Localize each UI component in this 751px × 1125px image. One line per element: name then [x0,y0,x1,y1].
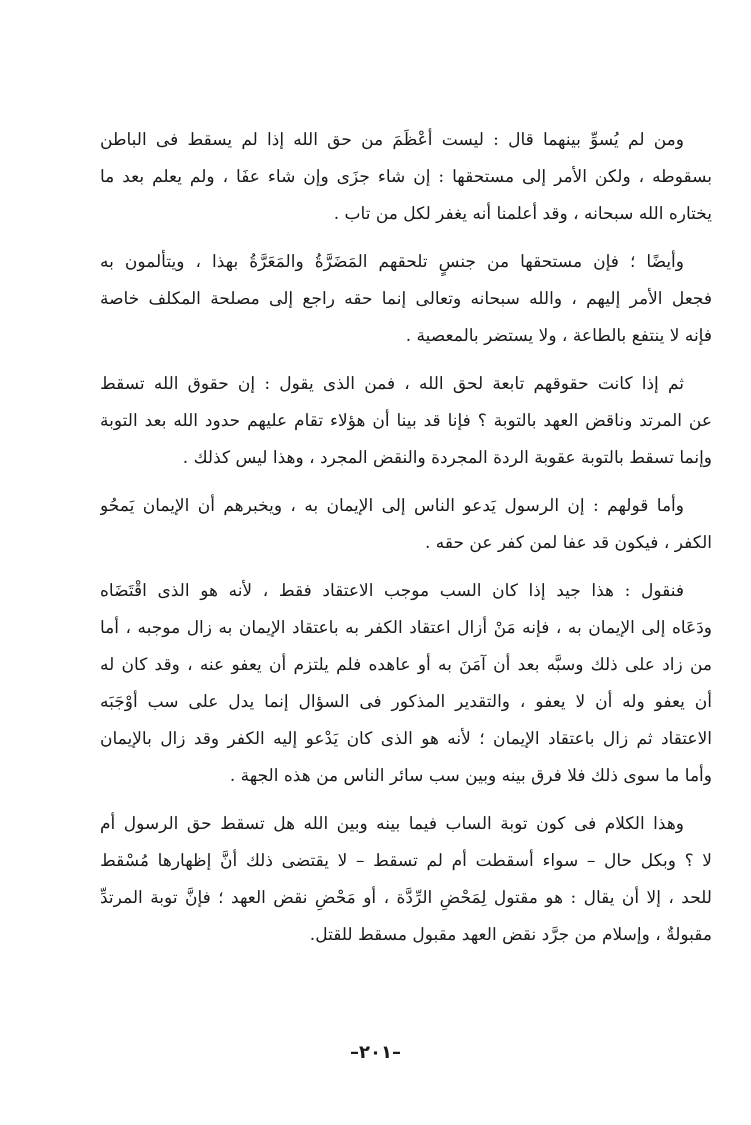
text-line: وأيضًا ؛ فإن مستحقها من جنسٍ تلحقهم المَضَرَّةُ والمَعَرَّةُ بهذا ، ويتألمون به [100,252,684,272]
paragraph [100,366,712,477]
text-line: للحد ، إلا أن يقال : هو مقتول لِمَحْضِ الرِّدَّة ، أو مَحْضِ نقض العهد ؛ فإنَّ توبة المرتدِّ [100,888,712,908]
paragraph [100,122,712,233]
text-line: بسقوطه ، ولكن الأمر إلى مستحقها : إن شاء جزَى وإن شاء عفَا ، ولم يعلم بعد ما [100,167,712,187]
text-line: أن يعفو وله أن لا يعفو ، والتقدير المذكور فى السؤال إنما يدل على سب أوْجَبَه [100,692,712,712]
text-line: ثم إذا كانت حقوقهم تابعة لحق الله ، فمن الذى يقول : إن حقوق الله تسقط [100,374,684,394]
text-line: فإنه لا ينتفع بالطاعة ، ولا يستضر بالمعصية . [405,326,712,346]
text-line: يختاره الله سبحانه ، وقد أعلمنا أنه يغفر لكل من تاب . [333,204,712,224]
text-line: وأما ما سوى ذلك فلا فرق بينه وبين سب سائر الناس من هذه الجهة . [229,766,712,786]
paragraph [100,573,712,795]
text-line: الاعتقاد ثم زال باعتقاد الإيمان ؛ لأنه هو الذى كان يَدْعو إليه الكفر وقد زال بالإيمان [100,729,712,749]
page-number: –٢٠١– [350,1042,401,1063]
text-line: فجعل الأمر إليهم ، والله سبحانه وتعالى إنما حقه راجع إلى مصلحة المكلف خاصة [100,289,712,309]
text-line: ودَعَاه إلى الإيمان به ، فإنه مَنْ أزال اعتقاد الكفر به باعتقاد الإيمان به زال موجبه ، أما [100,618,712,638]
text-line: الكفر ، فيكون قد عفا لمن كفر عن حقه . [424,533,712,553]
text-line: مقبولةٌ ، وإسلام من جرَّد نقض العهد مقبول مسقط للقتل. [309,925,712,945]
text-line: من زاد على ذلك وسبَّه بعد أن آمَنَ به أو عاهده فلم يلتزم أن يعفو عنه ، وقد كان له [100,655,712,675]
paragraph [100,806,712,954]
text-line: فنقول : هذا جيد إذا كان السب موجب الاعتقاد فقط ، لأنه هو الذى اقْتَضَاه [100,581,684,601]
text-line: ومن لم يُسوِّ بينهما قال : ليست أعْظَمَ من حق الله إذا لم يسقط فى الباطن [100,130,684,150]
text-line: وإنما تسقط بالتوبة عقوبة الردة المجردة والنقض المجرد ، وهذا ليس كذلك . [182,448,712,468]
page-body [100,122,712,965]
text-line: عن المرتد وناقض العهد بالتوبة ؟ فإنا قد بينا أن هؤلاء تقام عليهم حدود الله بعد التوبة [100,411,712,431]
text-line: وهذا الكلام فى كون توبة الساب فيما بينه وبين الله هل تسقط حق الرسول أم [100,814,684,834]
paragraph [100,488,712,562]
text-line: وأما قولهم : إن الرسول يَدعو الناس إلى الإيمان به ، ويخبرهم أن الإيمان يَمحُو [100,496,684,516]
text-line: لا ؟ وبكل حال – سواء أسقطت أم لم تسقط – لا يقتضى ذلك أنَّ إظهارها مُسْقط [100,851,712,871]
paragraph [100,244,712,355]
